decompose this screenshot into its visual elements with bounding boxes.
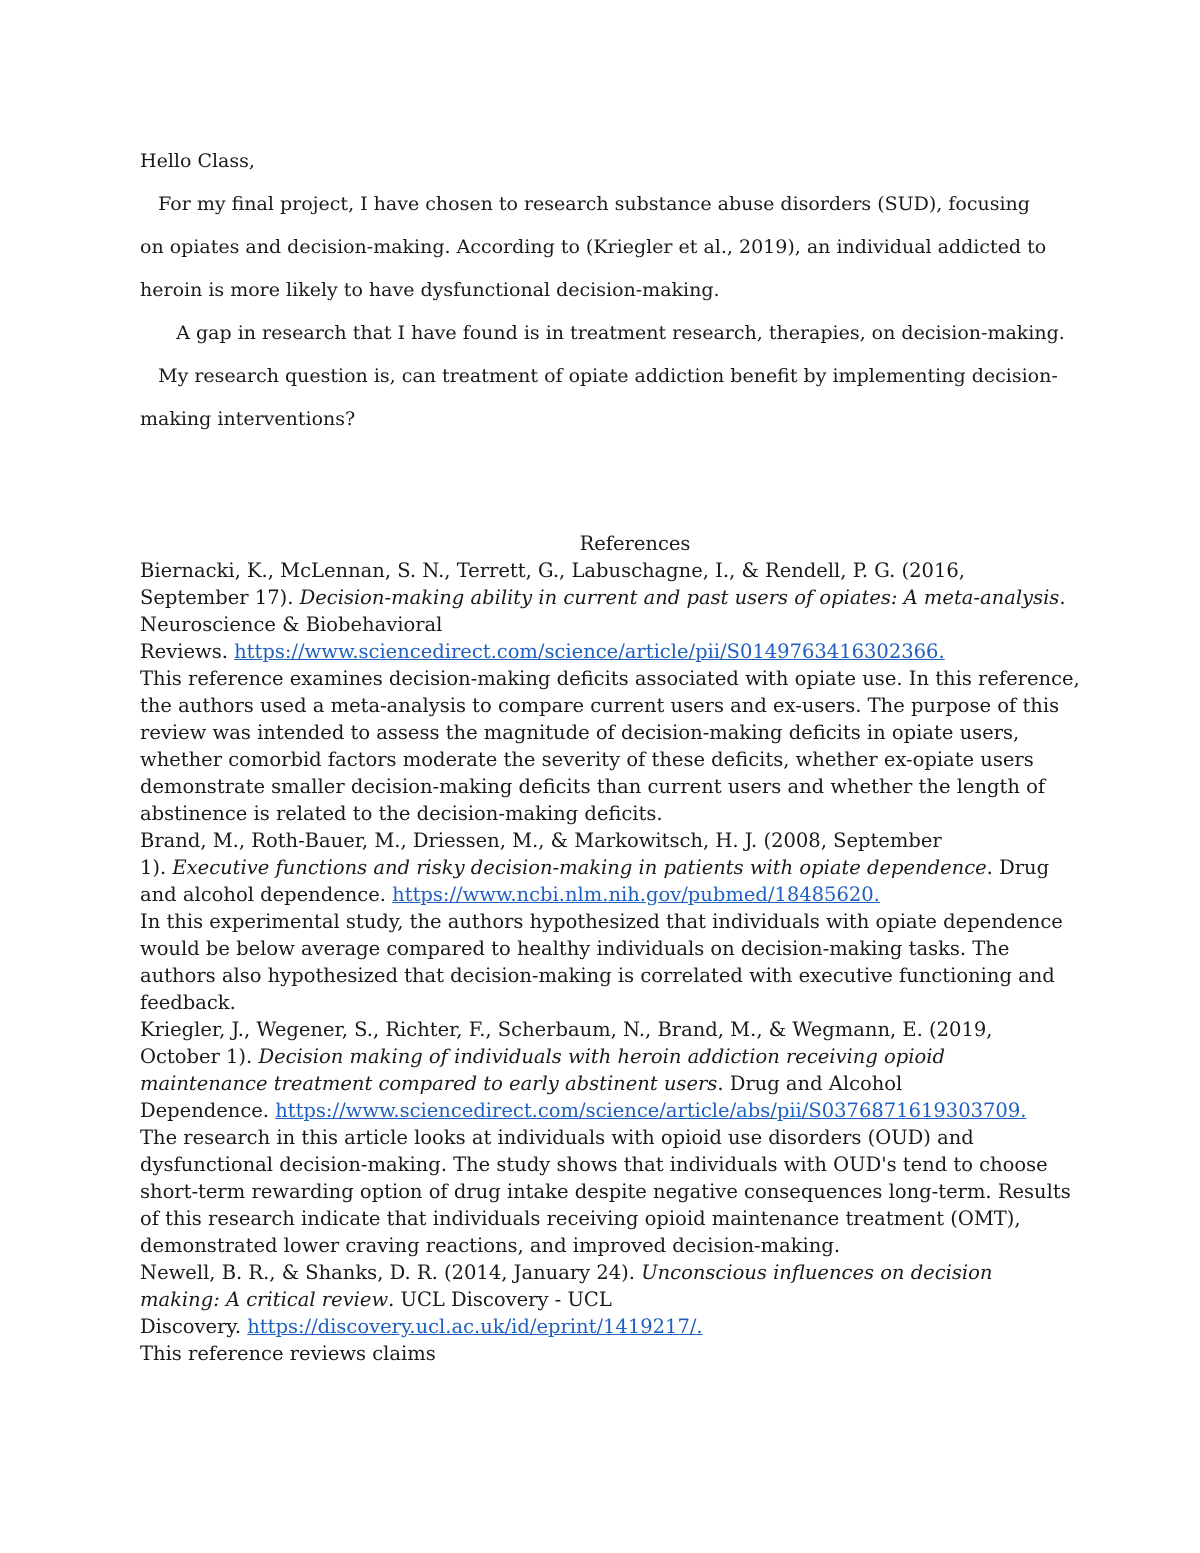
- research-question-line: making interventions?: [140, 408, 356, 430]
- citation-punctuation: .: [1059, 586, 1066, 609]
- article-title: maintenance treatment compared to early abstinent users: [140, 1072, 718, 1095]
- reference-summary-line: demonstrated lower craving reactions, and improved decision-making.: [140, 1234, 841, 1257]
- article-title: making: A critical review: [140, 1288, 389, 1311]
- reference-citation-line: [140, 1313, 1080, 1340]
- references-list: [140, 557, 1080, 1367]
- article-title: Decision making of individuals with heroin addiction receiving opioid: [258, 1045, 945, 1068]
- reference-summary-line: The research in this article looks at individuals with opioid use disorders (OUD) and: [140, 1126, 974, 1149]
- article-title: Executive functions and risky decision-making in patients with opiate dependence: [172, 856, 987, 879]
- reference-citation-line: Kriegler, J., Wegener, S., Richter, F., Scherbaum, N., Brand, M., & Wegmann, E. (2019,: [140, 1018, 993, 1041]
- reference-citation-line: [140, 1070, 1080, 1097]
- reference-summary-line: would be below average compared to healthy individuals on decision-making tasks. The: [140, 937, 1010, 960]
- reference-summary-line: review was intended to assess the magnitude of decision-making deficits in opiate users,: [140, 721, 1020, 744]
- reference-summary-line: the authors used a meta-analysis to compare current users and ex-users. The purpose of this: [140, 694, 1060, 717]
- references-heading: References: [579, 532, 691, 555]
- citation-authors: Newell, B. R., & Shanks, D. R. (2014, January 24).: [140, 1261, 642, 1284]
- reference-summary-line: This reference examines decision-making deficits associated with opiate use. In this reference,: [140, 667, 1080, 690]
- journal-name: . Drug: [986, 856, 1050, 879]
- reference-citation-line: [140, 1286, 1080, 1313]
- reference-citation-line: [140, 638, 1080, 665]
- reference-citation-line: [140, 881, 1080, 908]
- citation-date: October 1).: [140, 1045, 259, 1068]
- journal-name: Reviews.: [140, 640, 235, 663]
- citation-date: 1).: [140, 856, 173, 879]
- reference-summary-line: whether comorbid factors moderate the severity of these deficits, whether ex-opiate users: [140, 748, 1034, 771]
- reference-citation-line: [140, 1259, 1080, 1286]
- reference-citation-line: [140, 584, 1080, 611]
- reference-citation-line: Neuroscience & Biobehavioral: [140, 613, 443, 636]
- reference-summary-line: abstinence is related to the decision-making deficits.: [140, 802, 663, 825]
- reference-link[interactable]: https://www.sciencedirect.com/science/article/abs/pii/S0376871619303709.: [275, 1099, 1027, 1122]
- citation-date: September 17).: [140, 586, 300, 609]
- article-title: Decision-making ability in current and past users of opiates: A meta-analysis: [299, 586, 1060, 609]
- reference-citation-line: Biernacki, K., McLennan, S. N., Terrett, G., Labuschagne, I., & Rendell, P. G. (2016,: [140, 559, 965, 582]
- reference-link[interactable]: https://www.ncbi.nlm.nih.gov/pubmed/18485620.: [392, 883, 880, 906]
- greeting: Hello Class,: [140, 150, 255, 172]
- journal-name: . UCL Discovery - UCL: [388, 1288, 612, 1311]
- intro-section: [140, 140, 1070, 441]
- research-gap-line: A gap in research that I have found is in treatment research, therapies, on decision-making.: [140, 322, 1065, 344]
- journal-name: . Drug and Alcohol: [717, 1072, 903, 1095]
- reference-summary-line: authors also hypothesized that decision-making is correlated with executive functioning and: [140, 964, 1055, 987]
- journal-name: and alcohol dependence.: [140, 883, 393, 906]
- article-title: Unconscious influences on decision: [641, 1261, 993, 1284]
- journal-name: Dependence.: [140, 1099, 276, 1122]
- intro-paragraph-line: on opiates and decision-making. According to (Kriegler et al., 2019), an individual addicted to: [140, 236, 1047, 258]
- intro-paragraph-line: For my final project, I have chosen to research substance abuse disorders (SUD), focusing: [140, 193, 1030, 215]
- reference-citation-line: [140, 1043, 1080, 1070]
- research-question-line: My research question is, can treatment of opiate addiction benefit by implementing decision-: [140, 365, 1058, 387]
- reference-link[interactable]: https://discovery.ucl.ac.uk/id/eprint/1419217/.: [247, 1315, 703, 1338]
- reference-link[interactable]: https://www.sciencedirect.com/science/article/pii/S0149763416302366.: [234, 640, 945, 663]
- journal-name: Discovery.: [140, 1315, 248, 1338]
- reference-summary-line: short-term rewarding option of drug intake despite negative consequences long-term. Results: [140, 1180, 1071, 1203]
- reference-summary-line: feedback.: [140, 991, 236, 1014]
- reference-citation-line: Brand, M., Roth-Bauer, M., Driessen, M., & Markowitsch, H. J. (2008, September: [140, 829, 942, 852]
- reference-summary-line: In this experimental study, the authors hypothesized that individuals with opiate dependence: [140, 910, 1063, 933]
- reference-summary-line: This reference reviews claims: [140, 1342, 436, 1365]
- reference-citation-line: [140, 854, 1080, 881]
- reference-citation-line: [140, 1097, 1080, 1124]
- reference-summary-line: demonstrate smaller decision-making deficits than current users and whether the length of: [140, 775, 1046, 798]
- intro-paragraph-line: heroin is more likely to have dysfunctional decision-making.: [140, 279, 720, 301]
- reference-summary-line: of this research indicate that individuals receiving opioid maintenance treatment (OMT),: [140, 1207, 1021, 1230]
- reference-summary-line: dysfunctional decision-making. The study shows that individuals with OUD's tend to choose: [140, 1153, 1048, 1176]
